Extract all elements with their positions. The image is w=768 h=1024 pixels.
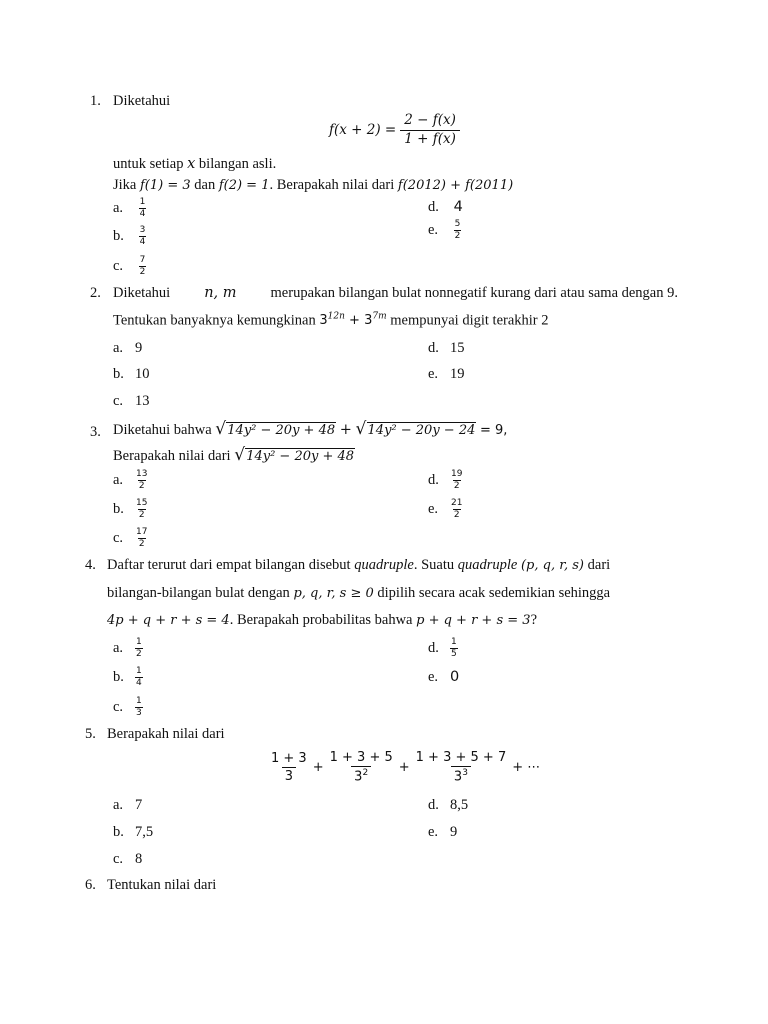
q4-option-a[interactable]: [113, 638, 143, 659]
option-num: 3: [139, 225, 146, 235]
option-label: d.: [428, 199, 439, 215]
option-num: 13: [136, 469, 148, 479]
option-value: 0: [450, 669, 460, 685]
q5-text: Berapakah nilai dari: [107, 726, 225, 742]
option-den: 2: [139, 267, 146, 277]
q4-equation-2: p + q + r + s = 3: [416, 613, 531, 628]
q5-term-1-den: 3: [282, 767, 296, 783]
q1-formula-num: 2 − f(x): [404, 112, 456, 128]
q3-option-d[interactable]: [428, 470, 463, 491]
option-num: 21: [451, 498, 463, 508]
option-label: b.: [113, 824, 124, 840]
option-num: 7: [139, 255, 146, 265]
q2-number: 2.: [90, 285, 101, 301]
q1-number: 1.: [90, 93, 101, 109]
q5-term-1-num: 1 + 3: [271, 750, 307, 766]
q5-plus-1: +: [312, 759, 324, 775]
q5-option-c[interactable]: [113, 851, 142, 868]
q1-formula: [329, 114, 460, 146]
q1-line2: [113, 156, 276, 173]
q4-line1-text-c: dari: [587, 557, 611, 573]
option-label: d.: [428, 639, 439, 656]
q5-term-3-exp: 3: [462, 768, 468, 778]
q3-radicand-3: 14y² − 20y + 48: [246, 449, 355, 464]
option-num: 5: [454, 219, 461, 229]
q1-line3-text-a: Jika: [113, 177, 137, 193]
q4-condition: p, q, r, s ≥ 0: [293, 586, 374, 601]
option-den: 2: [453, 481, 460, 491]
option-label: c.: [113, 851, 124, 867]
option-den: 2: [454, 231, 461, 241]
q3-line1-text: Diketahui bahwa: [113, 422, 212, 438]
option-value: 9: [135, 340, 143, 356]
q2-plus: +: [349, 313, 360, 329]
option-label: e.: [428, 221, 439, 238]
option-num: 17: [136, 527, 148, 537]
option-den: 2: [136, 649, 142, 659]
option-label: a.: [113, 797, 124, 813]
q5-term-3: [413, 751, 510, 783]
q4-quadruple-term-2: quadruple: [457, 557, 518, 573]
q5-option-e[interactable]: [428, 824, 457, 841]
q5-term-2-num: 1 + 3 + 5: [329, 750, 393, 765]
q2-line2: [113, 312, 549, 329]
q4-line1: [107, 557, 610, 574]
q6-text: Tentukan nilai dari: [107, 877, 217, 893]
q3-equals: = 9,: [480, 423, 508, 438]
option-num: 1: [136, 666, 142, 676]
option-value: 13: [135, 393, 150, 409]
option-den: 2: [138, 510, 145, 520]
option-num: 1: [451, 637, 457, 647]
q5-plus-2: +: [398, 759, 410, 775]
q3-option-a[interactable]: [113, 470, 148, 491]
q5-term-2: [327, 751, 396, 783]
q5-series: [268, 751, 540, 783]
q3-line2-text: Berapakah nilai dari: [113, 448, 231, 464]
q5-number: 5.: [85, 726, 96, 742]
q4-option-d[interactable]: [428, 638, 458, 659]
option-label: a.: [113, 471, 124, 488]
option-label: d.: [428, 471, 439, 488]
q4-line1-text-b: . Suatu: [413, 557, 455, 573]
q1-line3-dan: dan: [194, 177, 216, 193]
option-den: 5: [451, 649, 457, 659]
q3-number: 3.: [90, 424, 101, 440]
q4-number: 4.: [85, 557, 96, 573]
q1-option-b[interactable]: [113, 226, 146, 247]
q4-option-b[interactable]: [113, 667, 143, 688]
option-value: 7,5: [135, 824, 154, 840]
q1-line3: [113, 177, 513, 194]
q2-line2-text-b: mempunyai digit terakhir 2: [390, 312, 549, 329]
option-num: 1: [136, 637, 142, 647]
q5-term-2-den: 3: [354, 769, 363, 785]
q2-exp1: 12n: [327, 312, 345, 322]
q1-option-e[interactable]: [428, 220, 461, 241]
option-label: e.: [428, 500, 439, 517]
q5-term-1: [268, 752, 310, 783]
option-value: 7: [135, 797, 143, 813]
q1-option-d[interactable]: [428, 199, 463, 216]
q3-option-e[interactable]: [428, 499, 463, 520]
q2-line1-vars: n, m: [204, 285, 237, 301]
option-label: c.: [113, 393, 124, 409]
q4-line2: [107, 585, 610, 602]
q4-quadruple-term: quadruple: [354, 557, 414, 573]
option-label: d.: [428, 797, 439, 813]
q4-line3-text-a: . Berapakah probabilitas bahwa: [229, 612, 413, 628]
option-label: e.: [428, 669, 439, 685]
q1-option-a[interactable]: [113, 198, 146, 219]
option-value: 15: [450, 340, 465, 356]
option-label: b.: [113, 500, 124, 517]
option-label: c.: [113, 698, 124, 715]
q1-option-c[interactable]: [113, 256, 146, 277]
option-den: 4: [139, 209, 146, 219]
option-value: 8: [135, 851, 143, 867]
q2-option-e[interactable]: [428, 366, 465, 383]
q1-formula-den: 1 + f(x): [400, 130, 460, 147]
q5-option-b[interactable]: [113, 824, 153, 841]
q2-option-d[interactable]: [428, 340, 465, 357]
q2-line1-text-b: merupakan bilangan bulat nonnegatif kurang dari atau sama dengan 9.: [270, 285, 678, 301]
q4-line3: [107, 612, 537, 629]
option-label: e.: [428, 366, 439, 382]
option-label: d.: [428, 340, 439, 356]
q1-line3-f1: f(1) = 3: [139, 178, 191, 193]
option-value: 9: [450, 824, 458, 840]
q3-sqrt-3: [234, 448, 355, 464]
q1-line3-text-b: . Berapakah nilai dari: [269, 177, 395, 193]
q1-formula-lhs: f(x + 2) =: [329, 122, 397, 138]
option-den: 4: [139, 237, 146, 247]
option-value: 4: [453, 199, 463, 215]
q1-line2-text-a: untuk setiap: [113, 156, 184, 172]
q4-tuple: (p, q, r, s): [520, 558, 585, 573]
q4-line1-text-a: Daftar terurut dari empat bilangan disebut: [107, 557, 351, 573]
q2-option-c[interactable]: [113, 393, 150, 410]
q5-option-d[interactable]: [428, 797, 468, 814]
q1-line3-f2: f(2) = 1: [218, 178, 270, 193]
q3-plus: +: [339, 422, 352, 438]
q4-line3-text-b: ?: [530, 612, 537, 628]
q5-term-3-num: 1 + 3 + 5 + 7: [415, 750, 507, 765]
q1-line3-expr: f(2012) + f(2011): [397, 178, 514, 193]
q2-base2: 3: [364, 313, 373, 329]
q3-sqrt-1: [215, 422, 336, 438]
q3-option-b[interactable]: [113, 499, 148, 520]
option-value: 19: [450, 366, 465, 382]
option-den: 3: [136, 708, 142, 718]
option-value: 8,5: [450, 797, 469, 813]
q2-option-b[interactable]: [113, 366, 150, 383]
q2-line1-text-a: Diketahui: [113, 285, 171, 301]
option-label: c.: [113, 529, 124, 546]
option-num: 1: [139, 197, 146, 207]
option-den: 2: [138, 539, 145, 549]
q4-line2-text-b: dipilih secara acak sedemikian sehingga: [377, 585, 611, 601]
q3-radicand-1: 14y² − 20y + 48: [227, 423, 336, 438]
option-label: a.: [113, 199, 124, 216]
option-label: b.: [113, 668, 124, 685]
option-den: 2: [138, 481, 145, 491]
q2-option-a[interactable]: [113, 340, 142, 357]
q3-sqrt-2: [356, 422, 477, 438]
option-label: a.: [113, 639, 124, 656]
q1-intro: Diketahui: [113, 93, 171, 109]
q4-equation-1: 4p + q + r + s = 4: [107, 613, 230, 628]
q4-option-e[interactable]: [428, 669, 459, 686]
q4-line2-text-a: bilangan-bilangan bulat dengan: [107, 585, 290, 601]
option-num: 19: [451, 469, 463, 479]
option-den: 2: [453, 510, 460, 520]
option-label: c.: [113, 257, 124, 274]
option-den: 4: [136, 678, 142, 688]
q4-option-c[interactable]: [113, 697, 143, 718]
q3-line1: [113, 422, 507, 439]
q1-formula-fraction: [400, 114, 460, 146]
q3-radicand-2: 14y² − 20y − 24: [367, 423, 476, 438]
q6-number: 6.: [85, 877, 96, 893]
q1-line2-text-b: bilangan asli.: [198, 156, 277, 172]
q3-option-c[interactable]: [113, 528, 148, 549]
q2-line2-text-a: Tentukan banyaknya kemungkinan: [113, 312, 316, 329]
q5-option-a[interactable]: [113, 797, 142, 814]
q1-line2-var: x: [187, 156, 196, 172]
option-label: e.: [428, 824, 439, 840]
q2-line1: [113, 285, 678, 302]
q3-line2: [113, 448, 355, 465]
q5-term-2-exp: 2: [362, 768, 369, 778]
option-label: b.: [113, 366, 124, 382]
option-label: a.: [113, 340, 124, 356]
option-num: 15: [136, 498, 148, 508]
q2-base1: 3: [319, 313, 328, 329]
option-label: b.: [113, 227, 124, 244]
option-value: 10: [135, 366, 150, 382]
q5-tail: + ⋯: [512, 759, 541, 775]
q5-term-3-den: 3: [453, 769, 463, 785]
q2-exp2: 7m: [372, 312, 387, 322]
option-num: 1: [136, 696, 142, 706]
